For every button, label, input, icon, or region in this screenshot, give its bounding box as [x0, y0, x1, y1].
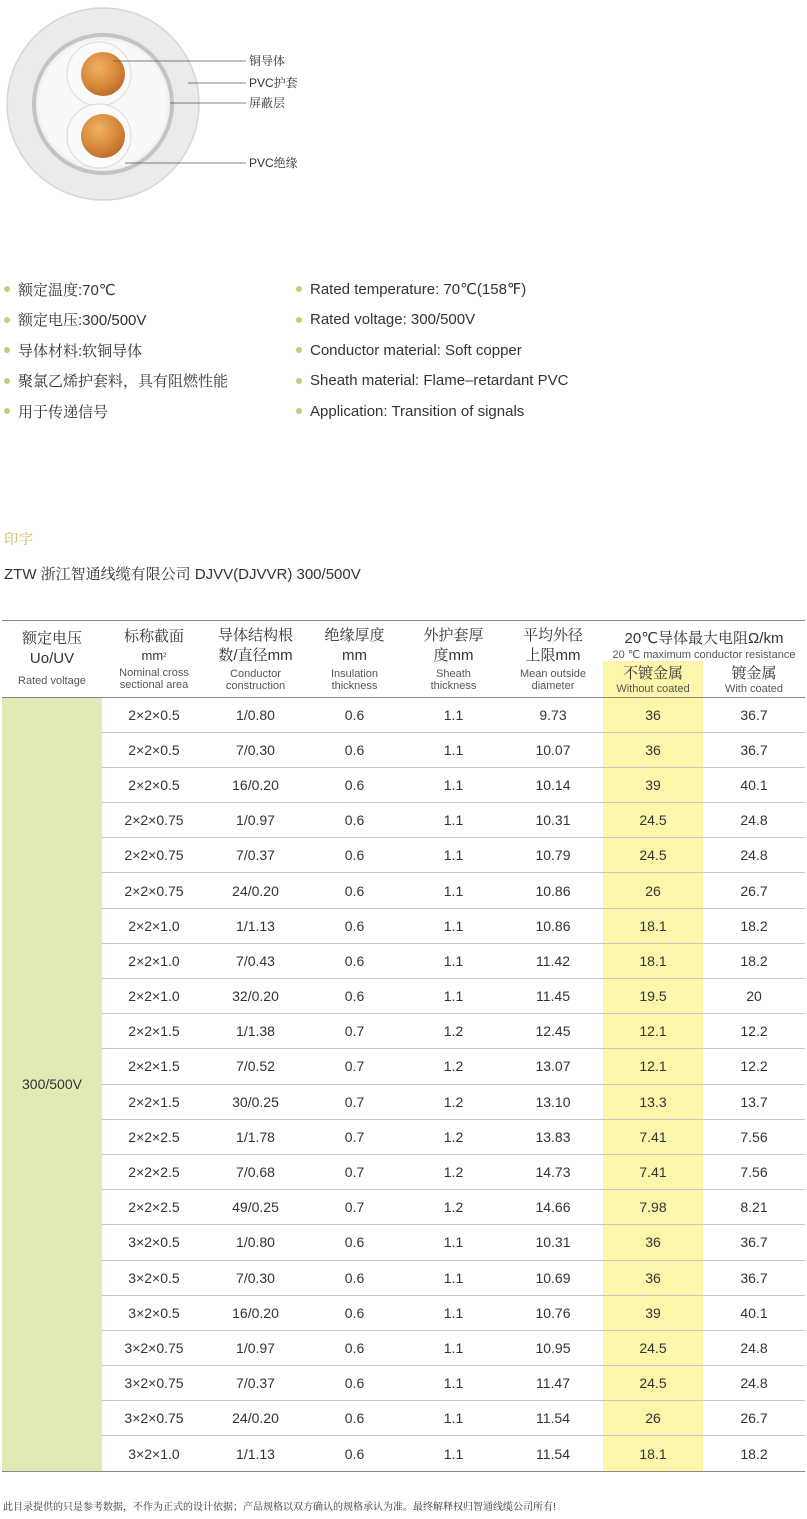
cell-area: 2×2×0.5	[102, 732, 206, 767]
bullet-dot-icon	[296, 347, 302, 353]
cell-resistance-plain: 7.41	[603, 1154, 703, 1189]
features-list-english	[296, 274, 568, 427]
header-en-line: Conductor	[230, 667, 281, 680]
header-en-line: With coated	[724, 682, 784, 695]
cell-sheath: 1.2	[404, 1084, 503, 1119]
cell-insulation: 0.6	[305, 979, 404, 1014]
header-cn-line: 度mm	[433, 646, 474, 664]
header-conductor-construction	[206, 621, 305, 698]
table-row	[2, 1225, 805, 1260]
cell-sheath: 1.1	[404, 732, 503, 767]
feature-item	[296, 305, 568, 336]
feature-item	[4, 396, 228, 427]
cell-area: 2×2×1.5	[102, 1084, 206, 1119]
cell-area: 2×2×1.5	[102, 1049, 206, 1084]
cell-insulation: 0.6	[305, 1295, 404, 1330]
cell-area: 2×2×0.75	[102, 838, 206, 873]
cell-diameter: 14.66	[503, 1190, 603, 1225]
cell-insulation: 0.6	[305, 767, 404, 802]
header-en-line: Without coated	[616, 682, 690, 695]
header-cn-line: mm	[342, 646, 367, 664]
cell-insulation: 0.7	[305, 1084, 404, 1119]
cell-area: 2×2×1.0	[102, 943, 206, 978]
table-row	[2, 1401, 805, 1436]
bullet-dot-icon	[4, 408, 10, 414]
header-en-line: diameter	[531, 679, 575, 692]
cell-resistance-coated: 24.8	[703, 1366, 805, 1401]
cell-insulation: 0.6	[305, 943, 404, 978]
cell-sheath: 1.1	[404, 1295, 503, 1330]
cell-diameter: 10.86	[503, 873, 603, 908]
cell-conductor: 1/1.38	[206, 1014, 305, 1049]
cell-area: 3×2×0.5	[102, 1295, 206, 1330]
cell-sheath: 1.1	[404, 767, 503, 802]
cell-area: 2×2×2.5	[102, 1190, 206, 1225]
cell-conductor: 24/0.20	[206, 1401, 305, 1436]
table-row	[2, 697, 805, 732]
cell-diameter: 10.76	[503, 1295, 603, 1330]
callout-label-conductor: 铜导体	[249, 54, 286, 68]
cell-resistance-plain: 7.98	[603, 1190, 703, 1225]
cell-insulation: 0.6	[305, 908, 404, 943]
table-body	[2, 697, 805, 1471]
cell-diameter: 9.73	[503, 697, 603, 732]
cell-resistance-plain: 39	[603, 1295, 703, 1330]
header-with-coated	[703, 661, 805, 697]
cell-insulation: 0.6	[305, 803, 404, 838]
cell-resistance-plain: 19.5	[603, 979, 703, 1014]
cell-area: 2×2×0.75	[102, 873, 206, 908]
header-cn-line: 平均外径	[522, 626, 583, 644]
header-cn-line: 绝缘厚度	[324, 626, 385, 644]
cell-sheath: 1.2	[404, 1119, 503, 1154]
feature-text: 聚氯乙烯护套料，具有阻燃性能	[18, 373, 229, 391]
callout-label-insulation: PVC绝缘	[249, 156, 298, 170]
cell-insulation: 0.7	[305, 1119, 404, 1154]
cell-resistance-plain: 36	[603, 732, 703, 767]
cell-sheath: 1.1	[404, 1330, 503, 1365]
cell-conductor: 30/0.25	[206, 1084, 305, 1119]
cell-resistance-plain: 39	[603, 767, 703, 802]
bullet-dot-icon	[4, 317, 10, 323]
cell-insulation: 0.6	[305, 838, 404, 873]
table-row	[2, 1366, 805, 1401]
cell-diameter: 11.45	[503, 979, 603, 1014]
cell-conductor: 1/1.13	[206, 1436, 305, 1471]
header-unit	[102, 647, 206, 665]
feature-text: 用于传递信号	[18, 403, 109, 421]
cell-resistance-coated: 7.56	[703, 1154, 805, 1189]
cell-resistance-coated: 7.56	[703, 1119, 805, 1154]
callout-label-sheath: PVC护套	[249, 76, 298, 90]
print-marking-text: ZTW 浙江智通线缆有限公司 DJVV(DJVVR) 300/500V	[4, 566, 361, 583]
header-unit-text: mm	[141, 647, 164, 663]
cell-resistance-coated: 18.2	[703, 943, 805, 978]
table-row	[2, 767, 805, 802]
cell-diameter: 14.73	[503, 1154, 603, 1189]
header-en-line: Nominal cross	[119, 666, 189, 679]
feature-item	[296, 335, 568, 366]
cell-resistance-plain: 12.1	[603, 1014, 703, 1049]
cell-diameter: 10.07	[503, 732, 603, 767]
cell-area: 3×2×0.5	[102, 1260, 206, 1295]
cell-sheath: 1.1	[404, 1366, 503, 1401]
header-nominal-area	[102, 621, 206, 698]
cell-resistance-coated: 40.1	[703, 1295, 805, 1330]
feature-item	[296, 366, 568, 397]
cell-diameter: 11.47	[503, 1366, 603, 1401]
cell-resistance-plain: 24.5	[603, 838, 703, 873]
cell-sheath: 1.1	[404, 838, 503, 873]
cell-resistance-coated: 26.7	[703, 873, 805, 908]
bullet-dot-icon	[296, 408, 302, 414]
cell-diameter: 13.83	[503, 1119, 603, 1154]
header-rated-voltage	[2, 621, 102, 698]
cell-conductor: 1/0.80	[206, 1225, 305, 1260]
cell-insulation: 0.7	[305, 1014, 404, 1049]
cell-resistance-plain: 24.5	[603, 803, 703, 838]
cell-area: 3×2×0.5	[102, 1225, 206, 1260]
cell-insulation: 0.7	[305, 1190, 404, 1225]
feature-text: 导体材料:软铜导体	[18, 342, 143, 360]
table-row	[2, 1049, 805, 1084]
cell-area: 2×2×1.0	[102, 908, 206, 943]
cell-insulation: 0.6	[305, 1260, 404, 1295]
feature-item	[4, 366, 228, 397]
cell-conductor: 49/0.25	[206, 1190, 305, 1225]
table-row	[2, 943, 805, 978]
cell-diameter: 10.95	[503, 1330, 603, 1365]
cell-conductor: 7/0.37	[206, 838, 305, 873]
header-en-line: thickness	[430, 679, 477, 692]
cell-sheath: 1.2	[404, 1190, 503, 1225]
cell-insulation: 0.7	[305, 1049, 404, 1084]
cell-conductor: 24/0.20	[206, 873, 305, 908]
feature-item	[4, 305, 228, 336]
cell-resistance-plain: 24.5	[603, 1366, 703, 1401]
cell-area: 2×2×2.5	[102, 1154, 206, 1189]
cell-sheath: 1.1	[404, 873, 503, 908]
cell-resistance-plain: 13.3	[603, 1084, 703, 1119]
bullet-dot-icon	[4, 286, 10, 292]
cell-resistance-plain: 7.41	[603, 1119, 703, 1154]
cell-resistance-coated: 36.7	[703, 697, 805, 732]
header-cn-line: 额定电压	[21, 629, 82, 647]
disclaimer-footnote: 此目录提供的只是参考数据，不作为正式的设计依据；产品规格以双方确认的规格承认为准。最终解释权归智通线缆公司所有!	[3, 1502, 556, 1513]
cell-sheath: 1.2	[404, 1154, 503, 1189]
feature-text: Sheath material: Flame–retardant PVC	[310, 372, 569, 390]
header-without-coated	[603, 661, 703, 697]
cell-resistance-coated: 12.2	[703, 1014, 805, 1049]
cell-insulation: 0.7	[305, 1154, 404, 1189]
table-row	[2, 873, 805, 908]
header-cn-line: 外护套厚	[423, 626, 484, 644]
header-en-line: 20 ℃ maximum conductor resistance	[612, 649, 796, 661]
table-row	[2, 1190, 805, 1225]
table-row	[2, 1084, 805, 1119]
cell-conductor: 32/0.20	[206, 979, 305, 1014]
cell-resistance-plain: 12.1	[603, 1049, 703, 1084]
header-cn-line: 不镀金属	[622, 664, 683, 682]
cell-conductor: 1/1.78	[206, 1119, 305, 1154]
header-cn-line: 镀金属	[731, 664, 777, 682]
cell-conductor: 7/0.43	[206, 943, 305, 978]
cell-resistance-coated: 24.8	[703, 838, 805, 873]
header-en-line: Mean outside	[519, 667, 587, 680]
cell-diameter: 12.45	[503, 1014, 603, 1049]
cell-sheath: 1.2	[404, 1014, 503, 1049]
header-cn-line: Uo/UV	[29, 649, 75, 667]
cell-resistance-coated: 12.2	[703, 1049, 805, 1084]
cell-diameter: 11.54	[503, 1401, 603, 1436]
header-unit-sup: 2	[163, 652, 167, 659]
cell-resistance-plain: 18.1	[603, 943, 703, 978]
feature-text: Application: Transition of signals	[310, 402, 525, 420]
bullet-dot-icon	[296, 378, 302, 384]
feature-item	[4, 274, 228, 305]
print-marking-heading: 印字	[4, 531, 34, 547]
cell-resistance-plain: 26	[603, 1401, 703, 1436]
cell-sheath: 1.1	[404, 908, 503, 943]
feature-text: Rated temperature: 70℃(158℉)	[310, 281, 527, 299]
cell-conductor: 7/0.68	[206, 1154, 305, 1189]
header-sheath-thickness	[404, 621, 503, 698]
table-row	[2, 979, 805, 1014]
cell-insulation: 0.6	[305, 873, 404, 908]
copper-conductor-top	[81, 52, 125, 96]
header-cn-line: 数/直径mm	[218, 646, 293, 664]
table-row	[2, 803, 805, 838]
header-en-line: sectional area	[119, 678, 189, 691]
table-row	[2, 838, 805, 873]
cell-sheath: 1.1	[404, 1401, 503, 1436]
cell-conductor: 16/0.20	[206, 1295, 305, 1330]
cell-resistance-plain: 36	[603, 1225, 703, 1260]
cell-area: 2×2×0.75	[102, 803, 206, 838]
bullet-dot-icon	[296, 286, 302, 292]
cell-sheath: 1.2	[404, 1049, 503, 1084]
bullet-dot-icon	[4, 347, 10, 353]
cell-area: 2×2×0.5	[102, 697, 206, 732]
cell-conductor: 7/0.37	[206, 1366, 305, 1401]
cell-conductor: 1/0.97	[206, 1330, 305, 1365]
header-outside-diameter	[503, 621, 603, 698]
specification-table	[2, 620, 805, 1472]
cell-conductor: 7/0.30	[206, 1260, 305, 1295]
header-en-line: construction	[225, 679, 286, 692]
cell-insulation: 0.6	[305, 1401, 404, 1436]
cell-resistance-plain: 18.1	[603, 1436, 703, 1471]
cell-resistance-plain: 36	[603, 697, 703, 732]
feature-item	[296, 396, 568, 427]
cell-resistance-plain: 24.5	[603, 1330, 703, 1365]
feature-item	[296, 274, 568, 305]
header-en-line: Sheath	[436, 667, 471, 680]
cell-insulation: 0.6	[305, 1436, 404, 1471]
callout-label-shield: 屏蔽层	[249, 96, 286, 110]
cell-diameter: 10.69	[503, 1260, 603, 1295]
cell-resistance-plain: 18.1	[603, 908, 703, 943]
cell-insulation: 0.6	[305, 1225, 404, 1260]
cell-conductor: 16/0.20	[206, 767, 305, 802]
cell-diameter: 10.31	[503, 1225, 603, 1260]
cell-insulation: 0.6	[305, 1366, 404, 1401]
feature-text: Conductor material: Soft copper	[310, 341, 522, 359]
cell-resistance-coated: 24.8	[703, 1330, 805, 1365]
table-row	[2, 1330, 805, 1365]
cell-area: 3×2×0.75	[102, 1401, 206, 1436]
cell-area: 2×2×2.5	[102, 1119, 206, 1154]
cell-conductor: 1/1.13	[206, 908, 305, 943]
cell-area: 2×2×1.0	[102, 979, 206, 1014]
table-header	[2, 621, 805, 698]
cell-resistance-coated: 18.2	[703, 1436, 805, 1471]
cell-diameter: 10.86	[503, 908, 603, 943]
cell-insulation: 0.6	[305, 1330, 404, 1365]
cell-sheath: 1.1	[404, 1225, 503, 1260]
cell-conductor: 1/0.80	[206, 697, 305, 732]
cell-resistance-coated: 36.7	[703, 732, 805, 767]
cell-resistance-coated: 13.7	[703, 1084, 805, 1119]
feature-text: 额定温度:70℃	[18, 281, 116, 299]
cell-conductor: 7/0.52	[206, 1049, 305, 1084]
cell-insulation: 0.6	[305, 732, 404, 767]
cell-sheath: 1.1	[404, 979, 503, 1014]
cell-conductor: 1/0.97	[206, 803, 305, 838]
cell-insulation: 0.6	[305, 697, 404, 732]
cell-diameter: 10.14	[503, 767, 603, 802]
cell-sheath: 1.1	[404, 803, 503, 838]
cell-diameter: 13.10	[503, 1084, 603, 1119]
header-insulation-thickness	[305, 621, 404, 698]
cell-resistance-coated: 20	[703, 979, 805, 1014]
cell-resistance-coated: 18.2	[703, 908, 805, 943]
header-cn-line: 20℃导体最大电阻Ω/km	[624, 630, 784, 647]
features-list-chinese	[4, 274, 228, 427]
feature-item	[4, 335, 228, 366]
header-max-resistance	[603, 621, 805, 662]
cell-diameter: 10.79	[503, 838, 603, 873]
feature-text: 额定电压:300/500V	[18, 312, 147, 330]
cell-area: 2×2×1.5	[102, 1014, 206, 1049]
header-en-line: Rated voltage	[18, 674, 86, 687]
cell-resistance-coated: 24.8	[703, 803, 805, 838]
cell-resistance-plain: 36	[603, 1260, 703, 1295]
table-row	[2, 1295, 805, 1330]
cell-area: 3×2×0.75	[102, 1330, 206, 1365]
cell-conductor: 7/0.30	[206, 732, 305, 767]
cell-sheath: 1.1	[404, 1436, 503, 1471]
cell-resistance-coated: 40.1	[703, 767, 805, 802]
cell-resistance-coated: 26.7	[703, 1401, 805, 1436]
table-row	[2, 1436, 805, 1471]
header-en-line: thickness	[331, 679, 378, 692]
header-cn-line: 导体结构根	[217, 626, 293, 644]
cell-area: 3×2×1.0	[102, 1436, 206, 1471]
feature-text: Rated voltage: 300/500V	[310, 311, 476, 329]
header-cn-line: 上限mm	[525, 646, 581, 664]
cell-resistance-coated: 8.21	[703, 1190, 805, 1225]
cell-resistance-plain: 26	[603, 873, 703, 908]
cell-resistance-coated: 36.7	[703, 1225, 805, 1260]
cell-rated-voltage: 300/500V	[2, 697, 102, 1471]
cell-diameter: 11.54	[503, 1436, 603, 1471]
copper-conductor-bottom	[81, 114, 125, 158]
header-cn-line: 标称截面	[123, 627, 184, 645]
table-row	[2, 1154, 805, 1189]
header-en-line: Insulation	[330, 667, 379, 680]
bullet-dot-icon	[4, 378, 10, 384]
table-row	[2, 908, 805, 943]
cable-cross-section-diagram	[0, 0, 320, 210]
cell-resistance-coated: 36.7	[703, 1260, 805, 1295]
cell-sheath: 1.1	[404, 943, 503, 978]
bullet-dot-icon	[296, 317, 302, 323]
table-row	[2, 1014, 805, 1049]
cell-area: 2×2×0.5	[102, 767, 206, 802]
table-row	[2, 1260, 805, 1295]
table-row	[2, 1119, 805, 1154]
cell-area: 3×2×0.75	[102, 1366, 206, 1401]
cell-sheath: 1.1	[404, 1260, 503, 1295]
cell-diameter: 11.42	[503, 943, 603, 978]
cell-diameter: 10.31	[503, 803, 603, 838]
table-row	[2, 732, 805, 767]
cell-diameter: 13.07	[503, 1049, 603, 1084]
cell-sheath: 1.1	[404, 697, 503, 732]
